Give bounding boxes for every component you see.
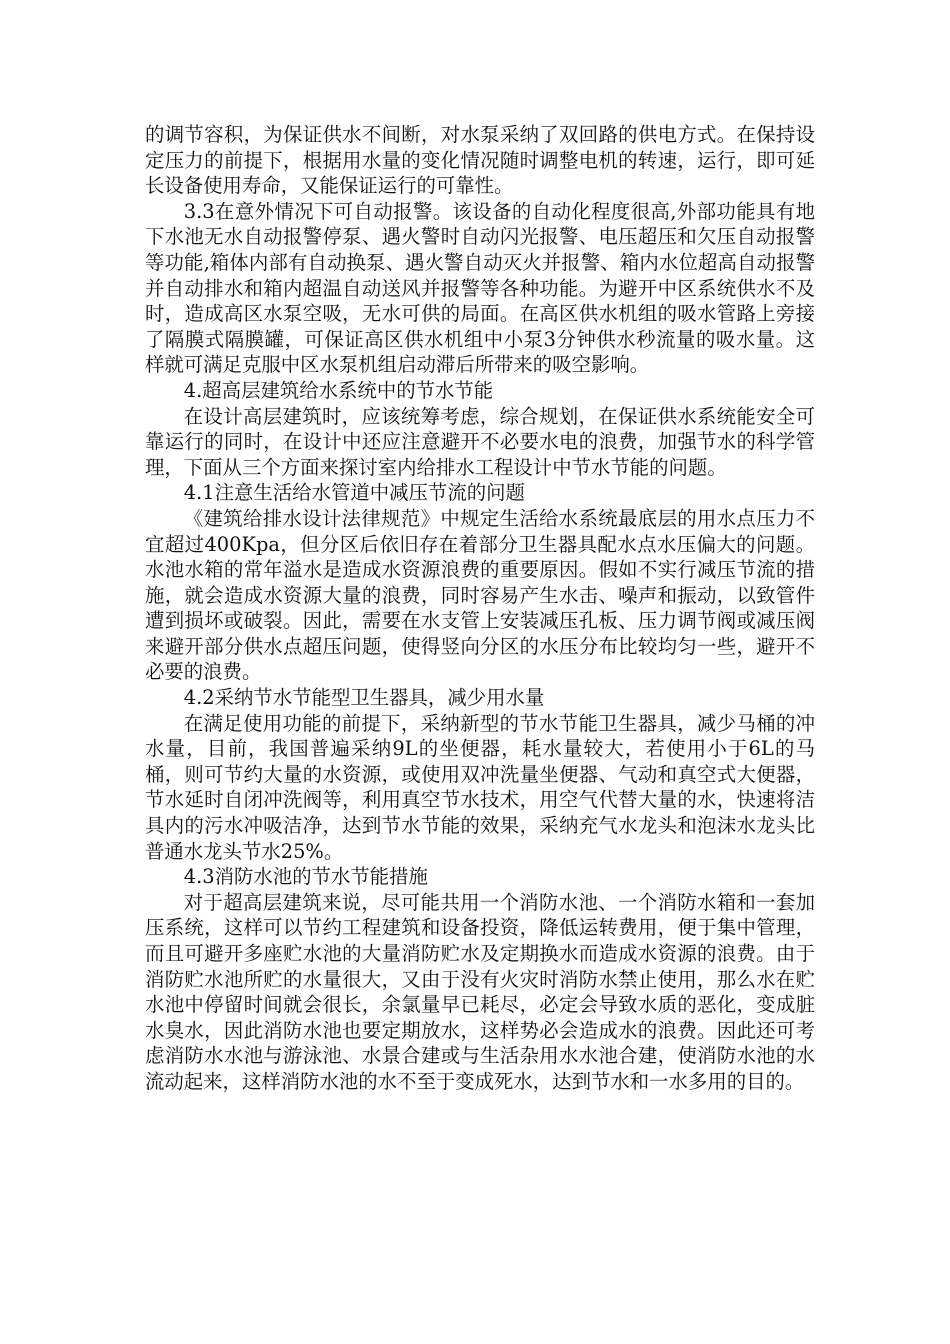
document-page — [145, 122, 815, 1095]
paragraph-4-3: 对于超高层建筑来说，尽可能共用一个消防水池、一个消防水箱和一套加压系统，这样可以节约工程建筑和设备投资，降低运转费用，便于集中管理，而且可避开多座贮水池的大量消防贮水及定期换水而造成水资源的浪费。由于消防贮水池所贮的水量很大，又由于没有火灾时消防水禁止使用，那么水在贮水池中停留时间就会很长，余氯量早已耗尽，必定会导致水质的恶化，变成脏水臭水，因此消防水池也要定期放水，这样势必会造成水的浪费。因此还可考虑消防水水池与游泳池、水景合建或与生活杂用水水池合建，使消防水池的水流动起来，这样消防水池的水不至于变成死水，达到节水和一水多用的目的。 — [145, 890, 815, 1093]
section-heading-4-1: 4.1注意生活给水管道中减压节流的问题 — [183, 481, 525, 505]
paragraph-4-intro: 在设计高层建筑时，应该统筹考虑，综合规划，在保证供水系统能安全可靠运行的同时，在设计中还应注意避开不必要水电的浪费，加强节水的科学管理，下面从三个方面来探讨室内给排水工程设计中节水节能的问题。 — [145, 404, 815, 479]
section-heading-4-2: 4.2采纳节水节能型卫生器具，减少用水量 — [183, 686, 545, 710]
section-heading-4: 4.超高层建筑给水系统中的节水节能 — [183, 378, 494, 402]
paragraph-4-2: 在满足使用功能的前提下，采纳新型的节水节能卫生器具，减少马桶的冲水量，目前，我国普遍采纳9L的坐便器，耗水量较大，若使用小于6L的马桶，则可节约大量的水资源，或使用双冲洗量坐便器、气动和真空式大便器，节水延时自闭冲洗阀等，利用真空节水技术，用空气代替大量的水，快速将洁具内的污水冲吸洁净，达到节水节能的效果，采纳充气水龙头和泡沫水龙头比普通水龙头节水25%。 — [145, 711, 815, 863]
paragraph-3-3-alarm: 3.3在意外情况下可自动报警。该设备的自动化程度很高,外部功能具有地下水池无水自动报警停泵、遇火警时自动闪光报警、电压超压和欠压自动报警等功能,箱体内部有自动换泵、遇火警自动灭火并报警、箱内水位超高自动报警并自动排水和箱内超温自动送风并报警等各种功能。为避开中区系统供水不及时，造成高区水泵空吸，无水可供的局面。在高区供水机组的吸水管路上旁接了隔膜式隔膜罐，可保证高区供水机组中小泵3分钟供水秒流量的吸水量。这样就可满足克服中区水泵机组启动滞后所带来的吸空影响。 — [145, 199, 815, 377]
section-heading-4-3: 4.3消防水池的节水节能措施 — [183, 865, 428, 889]
paragraph-4-1: 《建筑给排水设计法律规范》中规定生活给水系统最底层的用水点压力不宜超过400Kpa，但分区后依旧存在着部分卫生器具配水点水压偏大的问题。水池水箱的常年溢水是造成水资源浪费的重要原因。假如不实行减压节流的措施，就会造成水资源大量的浪费，同时容易产生水击、噪声和振动，以致管件遭到损坏或破裂。因此，需要在水支管上安装减压孔板、压力调节阀或减压阀来避开部分供水点超压问题，使得竖向分区的水压分布比较均匀一些，避开不必要的浪费。 — [145, 506, 815, 684]
paragraph-pump-power: 的调节容积，为保证供水不间断，对水泵采纳了双回路的供电方式。在保持设定压力的前提下，根据用水量的变化情况随时调整电机的转速，运行，即可延长设备使用寿命，又能保证运行的可靠性。 — [145, 123, 815, 198]
